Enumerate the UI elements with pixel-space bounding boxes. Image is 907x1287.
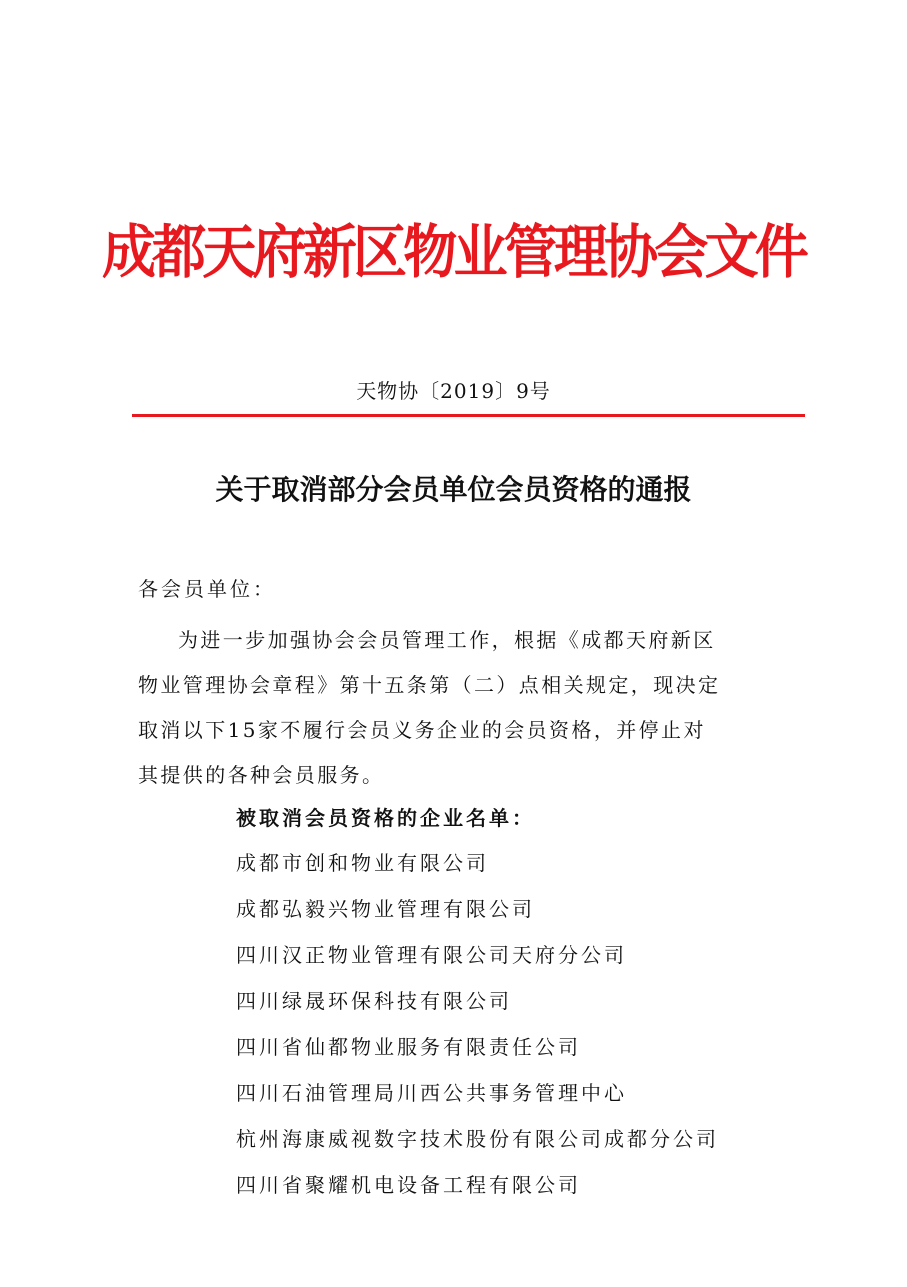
list-item: 成都弘毅兴物业管理有限公司: [236, 897, 535, 921]
company-list: [236, 848, 719, 1216]
salutation: 各会员单位：: [138, 577, 276, 601]
red-divider: [132, 414, 805, 417]
list-item: 四川省聚耀机电设备工程有限公司: [236, 1173, 581, 1197]
body-line: 其提供的各种会员服务。: [138, 763, 385, 787]
list-item: 四川石油管理局川西公共事务管理中心: [236, 1081, 627, 1105]
list-item: 成都市创和物业有限公司: [236, 851, 489, 875]
body-paragraph: [138, 618, 778, 798]
body-line: 取消以下15家不履行会员义务企业的会员资格，并停止对: [138, 718, 706, 742]
header-title: 成都天府新区物业管理协会文件: [101, 218, 806, 286]
notice-title: 关于取消部分会员单位会员资格的通报: [215, 473, 692, 506]
body-line: 物业管理协会章程》第十五条第（二）点相关规定，现决定: [138, 673, 721, 697]
document-number: 天物协〔2019〕9号: [356, 379, 551, 403]
list-item: 四川省仙都物业服务有限责任公司: [236, 1035, 581, 1059]
body-line: 为进一步加强协会会员管理工作，根据《成都天府新区: [178, 628, 716, 652]
list-item: 四川汉正物业管理有限公司天府分公司: [236, 943, 627, 967]
list-item: 四川绿晟环保科技有限公司: [236, 989, 512, 1013]
company-list-heading: 被取消会员资格的企业名单：: [236, 806, 535, 830]
list-item: 杭州海康威视数字技术股份有限公司成都分公司: [236, 1127, 719, 1151]
